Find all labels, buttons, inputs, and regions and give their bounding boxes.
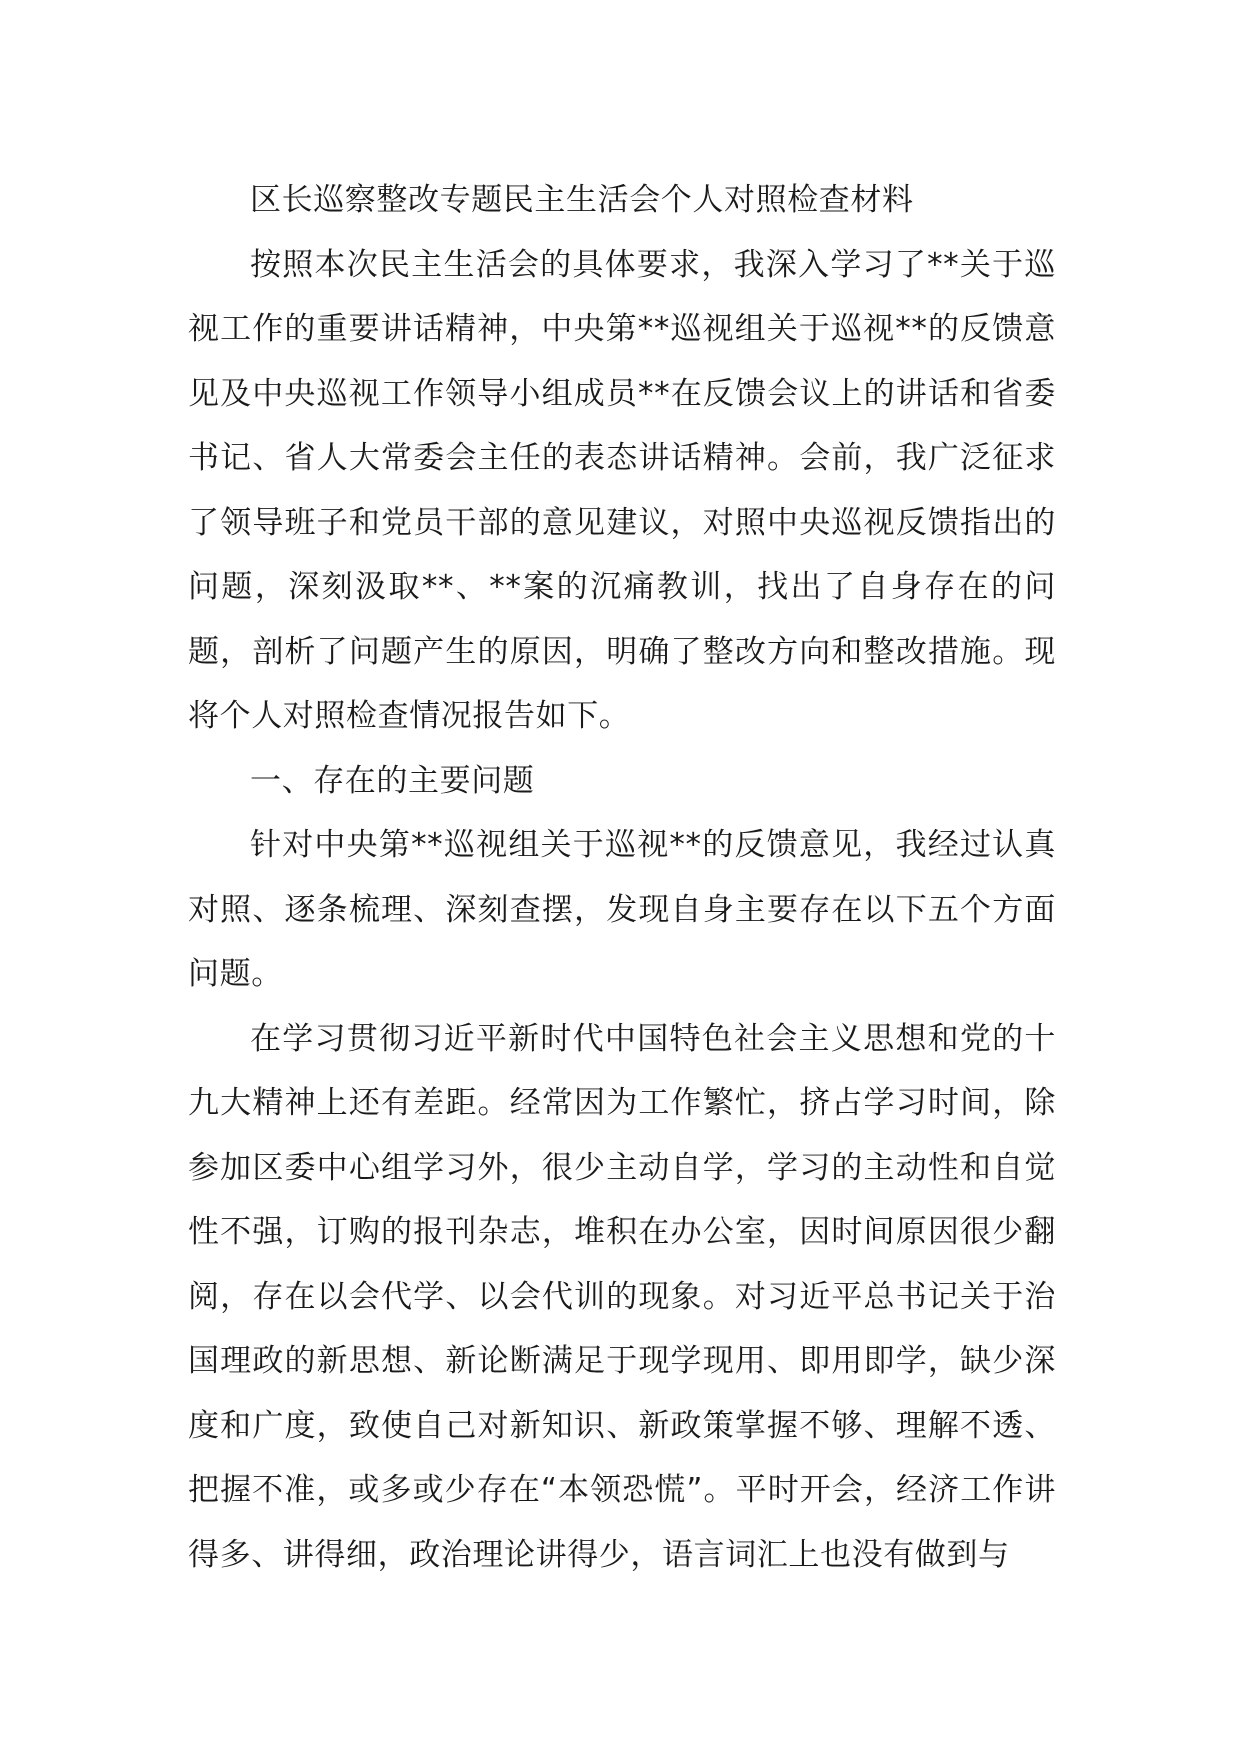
- intro-paragraph: 按照本次民主生活会的具体要求，我深入学习了**关于巡视工作的重要讲话精神，中央第**巡视组关于巡视**的反馈意见及中央巡视工作领导小组成员**在反馈会议上的讲话和省委书记、省人大常委会主任的表态讲话精神。会前，我广泛征求了领导班子和党员干部的意见建议，对照中央巡视反馈指出的问题，深刻汲取**、**案的沉痛教训，找出了自身存在的问题，剖析了问题产生的原因，明确了整改方向和整改措施。现将个人对照检查情况报告如下。: [188, 246, 1056, 734]
- problem-paragraph: 在学习贯彻习近平新时代中国特色社会主义思想和党的十九大精神上还有差距。经常因为工作繁忙，挤占学习时间，除参加区委中心组学习外，很少主动自学，学习的主动性和自觉性不强，订购的报刊杂志，堆积在办公室，因时间原因很少翻阅，存在以会代学、以会代训的现象。对习近平总书记关于治国理政的新思想、新论断满足于现学现用、即用即学，缺少深度和广度，致使自己对新知识、新政策掌握不够、理解不透、把握不准，或多或少存在“本领恐慌”。平时开会，经济工作讲得多、讲得细，政治理论讲得少，语言词汇上也没有做到与: [188, 1020, 1056, 1573]
- section-intro-paragraph: 针对中央第**巡视组关于巡视**的反馈意见，我经过认真对照、逐条梳理、深刻查摆，发现自身主要存在以下五个方面问题。: [188, 827, 1056, 992]
- document-title: 区长巡察整改专题民主生活会个人对照检查材料: [250, 182, 914, 218]
- document-body: [188, 168, 1056, 1587]
- section-heading: 一、存在的主要问题: [250, 762, 535, 799]
